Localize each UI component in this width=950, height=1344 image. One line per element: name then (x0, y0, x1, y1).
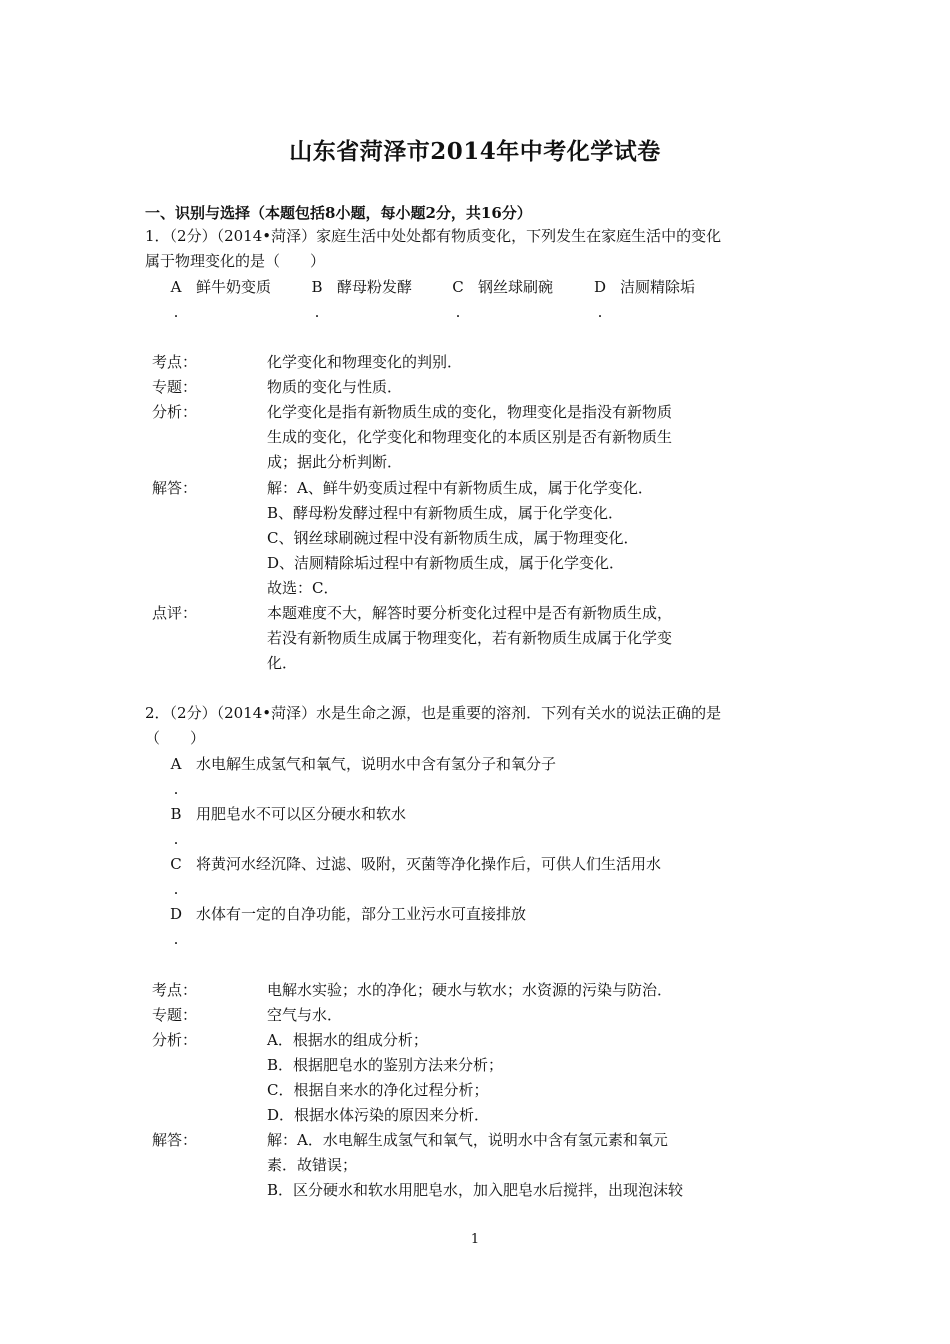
page-number: 1 (470, 1232, 480, 1247)
option-dot: . (173, 780, 179, 798)
jieda-label: 解答： (152, 1131, 198, 1149)
jieda-line: 故选：C． (267, 579, 339, 597)
option-letter: C (170, 855, 182, 873)
q1-stem-line-1: 1．（2分）（2014•菏泽）家庭生活中处处都有物质变化，下列发生在家庭生活中的变化 (145, 227, 722, 245)
q1-stem-line-2: 属于物理变化的是（ ） (145, 252, 326, 270)
option-text: 酵母粉发酵 (337, 278, 413, 296)
option-dot: . (597, 303, 603, 321)
jieda-line: D、洁厕精除垢过程中有新物质生成，属于化学变化． (267, 554, 625, 572)
fenxi-line: 生成的变化，化学变化和物理变化的本质区别是否有新物质生 (267, 428, 673, 446)
option-letter: A (170, 278, 182, 296)
fenxi-line: D．根据水体污染的原因来分析． (267, 1106, 490, 1124)
option-text: 用肥皂水不可以区分硬水和软水 (196, 805, 407, 823)
jieda-line: B、酵母粉发酵过程中有新物质生成，属于化学变化． (267, 504, 624, 522)
option-text: 钢丝球刷碗 (478, 278, 554, 296)
kaodian-text: 化学变化和物理变化的判别． (267, 353, 463, 371)
fenxi-line: A．根据水的组成分析； (267, 1031, 428, 1049)
section-heading: 一、识别与选择（本题包括8小题，每小题2分，共16分） (145, 204, 532, 222)
option-dot: . (173, 930, 179, 948)
option-dot: . (173, 880, 179, 898)
option-text: 水体有一定的自净功能，部分工业污水可直接排放 (196, 905, 527, 923)
dianping-line: 化． (267, 654, 298, 672)
dianping-label: 点评： (152, 604, 198, 622)
jieda-label: 解答： (152, 479, 198, 497)
option-dot: . (314, 303, 320, 321)
jieda-line: 素．故错误； (267, 1156, 358, 1174)
jieda-line: B．区分硬水和软水用肥皂水，加入肥皂水后搅拌，出现泡沫较 (267, 1181, 684, 1199)
jieda-line: 解：A．水电解生成氢气和氧气，说明水中含有氢元素和氧元 (267, 1131, 668, 1149)
q2-stem-line-2: （ ） (145, 729, 206, 747)
fenxi-line: B．根据肥皂水的鉴别方法来分析； (267, 1056, 504, 1074)
option-letter: A (170, 755, 182, 773)
zhuanti-label: 专题： (152, 378, 198, 396)
jieda-line: C、钢丝球刷碗过程中没有新物质生成，属于物理变化． (267, 529, 639, 547)
zhuanti-text: 物质的变化与性质． (267, 378, 403, 396)
option-text: 洁厕精除垢 (620, 278, 696, 296)
option-letter: D (593, 278, 607, 296)
fenxi-line: 化学变化是指有新物质生成的变化，物理变化是指没有新物质 (267, 403, 673, 421)
fenxi-line: 成；据此分析判断． (267, 453, 403, 471)
option-letter: C (452, 278, 464, 296)
option-dot: . (173, 303, 179, 321)
option-letter: B (170, 805, 182, 823)
option-letter: D (169, 905, 183, 923)
dianping-line: 若没有新物质生成属于物理变化，若有新物质生成属于化学变 (267, 629, 673, 647)
option-letter: B (311, 278, 323, 296)
zhuanti-text: 空气与水． (267, 1006, 343, 1024)
option-text: 将黄河水经沉降、过滤、吸附，灭菌等净化操作后，可供人们生活用水 (196, 855, 662, 873)
dianping-line: 本题难度不大，解答时要分析变化过程中是否有新物质生成， (267, 604, 673, 622)
option-text: 水电解生成氢气和氧气，说明水中含有氢分子和氧分子 (196, 755, 557, 773)
q2-stem-line-1: 2．（2分）（2014•菏泽）水是生命之源，也是重要的溶剂．下列有关水的说法正确的是 (145, 704, 722, 722)
fenxi-label: 分析： (152, 403, 198, 421)
jieda-line: 解：A、鲜牛奶变质过程中有新物质生成，属于化学变化． (267, 479, 653, 497)
kaodian-label: 考点： (152, 981, 198, 999)
zhuanti-label: 专题： (152, 1006, 198, 1024)
fenxi-line: C．根据自来水的净化过程分析； (267, 1081, 489, 1099)
page-title: 山东省菏泽市2014年中考化学试卷 (289, 138, 661, 165)
option-dot: . (455, 303, 461, 321)
kaodian-label: 考点： (152, 353, 198, 371)
fenxi-label: 分析： (152, 1031, 198, 1049)
option-text: 鲜牛奶变质 (196, 278, 272, 296)
kaodian-text: 电解水实验；水的净化；硬水与软水；水资源的污染与防治． (267, 981, 673, 999)
option-dot: . (173, 830, 179, 848)
